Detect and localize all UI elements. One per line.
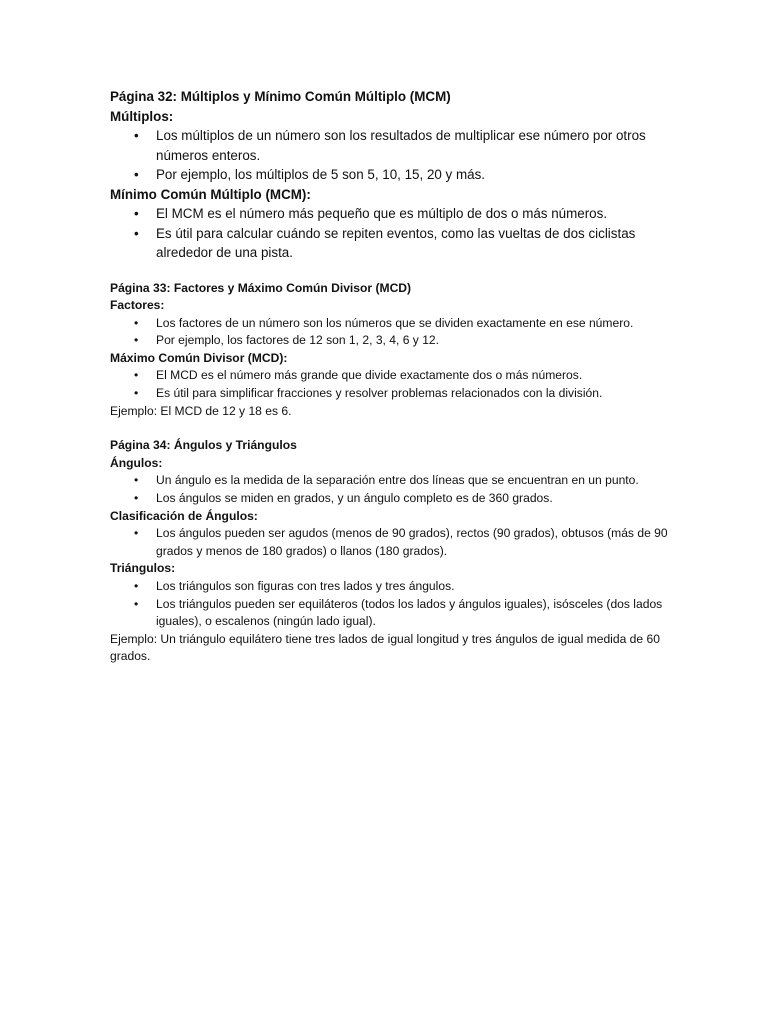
subtitle-angulos: Ángulos:	[110, 455, 163, 470]
bullet-list	[110, 472, 670, 507]
subtitle-mcm: Mínimo Común Múltiplo (MCM):	[110, 186, 311, 202]
section-page-32	[110, 87, 670, 263]
list-item: • Los ángulos se miden en grados, y un ángulo completo es de 360 grados.	[110, 490, 670, 508]
section-title: Página 32: Múltiplos y Mínimo Común Múltiplo (MCM)	[110, 89, 451, 104]
list-item: • Los triángulos son figuras con tres lados y tres ángulos.	[110, 578, 670, 596]
list-item: • Es útil para simplificar fracciones y resolver problemas relacionados con la división.	[110, 385, 670, 403]
list-item: • Los múltiplos de un número son los resultados de multiplicar ese número por otros números enteros.	[110, 126, 670, 165]
subtitle-clasificacion: Clasificación de Ángulos:	[110, 508, 258, 523]
example-text: Ejemplo: El MCD de 12 y 18 es 6.	[110, 403, 292, 418]
bullet-list	[110, 578, 670, 631]
list-item: • Por ejemplo, los factores de 12 son 1, 2, 3, 4, 6 y 12.	[110, 332, 670, 350]
bullet-list	[110, 315, 670, 350]
section-title: Página 34: Ángulos y Triángulos	[110, 438, 297, 453]
section-spacer	[110, 263, 670, 280]
section-spacer	[110, 420, 670, 437]
list-item: • Los factores de un número son los números que se dividen exactamente en ese número.	[110, 315, 670, 333]
list-item: • El MCM es el número más pequeño que es múltiplo de dos o más números.	[110, 204, 670, 224]
list-item: • Los triángulos pueden ser equiláteros (todos los lados y ángulos iguales), isósceles (dos lados iguales), o escalenos (ningún lado igual).	[110, 596, 670, 631]
document-page	[110, 87, 670, 666]
bullet-list	[110, 126, 670, 185]
section-title: Página 33: Factores y Máximo Común Divisor (MCD)	[110, 280, 412, 295]
example-text: Ejemplo: Un triángulo equilátero tiene tres lados de igual longitud y tres ángulos de igual medida de 60 grados.	[110, 631, 660, 664]
list-item: • Los ángulos pueden ser agudos (menos de 90 grados), rectos (90 grados), obtusos (más de 90 grados y menos de 180 grados) o llanos (180 grados).	[110, 525, 670, 560]
bullet-list	[110, 367, 670, 402]
list-item: • Por ejemplo, los múltiplos de 5 son 5, 10, 15, 20 y más.	[110, 165, 670, 185]
section-page-33	[110, 280, 670, 421]
list-item: • Es útil para calcular cuándo se repiten eventos, como las vueltas de dos ciclistas alrededor de una pista.	[110, 224, 670, 263]
list-item: • El MCD es el número más grande que divide exactamente dos o más números.	[110, 367, 670, 385]
subtitle-triangulos: Triángulos:	[110, 561, 176, 576]
subtitle-factores: Factores:	[110, 298, 165, 313]
subtitle-mcd: Máximo Común Divisor (MCD):	[110, 350, 288, 365]
subtitle-multiplos: Múltiplos:	[110, 108, 174, 124]
bullet-list	[110, 525, 670, 560]
list-item: • Un ángulo es la medida de la separación entre dos líneas que se encuentran en un punto.	[110, 472, 670, 490]
section-page-34	[110, 437, 670, 666]
bullet-list	[110, 204, 670, 263]
